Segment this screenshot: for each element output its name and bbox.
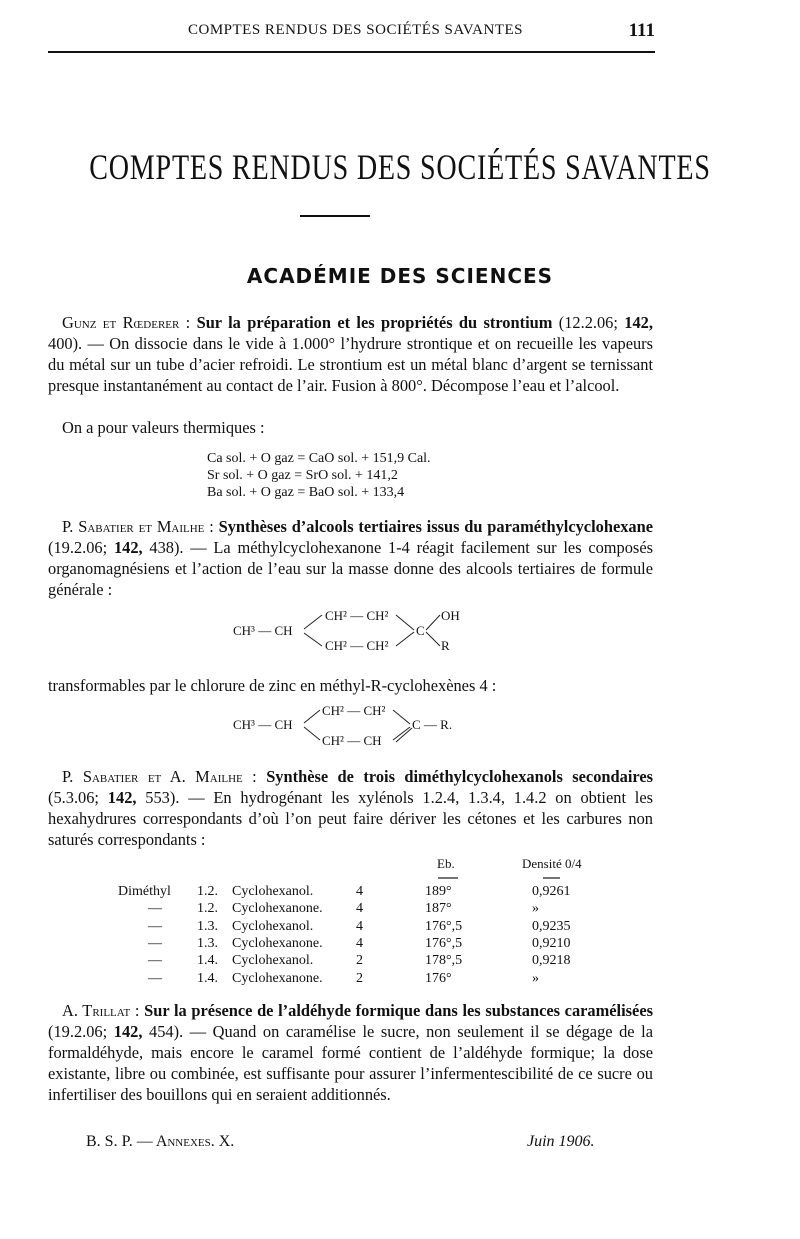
formula-left-group: CH³ — CH (233, 623, 293, 638)
table-cell-index: 4 (356, 884, 363, 899)
table-cell-density: 0,9210 (532, 935, 571, 951)
formula-top-chain: CH² — CH² (325, 608, 389, 623)
running-head (48, 22, 655, 44)
footer-annex (86, 1133, 234, 1151)
table-row (0, 953, 800, 970)
article-sabatier-2 (48, 766, 653, 850)
table-cell-position: 1.2. (197, 901, 218, 917)
table-cell-density: 0,9235 (532, 918, 571, 934)
article-ref: (5.3.06; (48, 788, 99, 807)
article-trillat (48, 1000, 653, 1105)
table-cell-boiling: 176° (425, 970, 452, 986)
formula-bottom-chain: CH² — CH (322, 733, 382, 748)
article-ref-volume: 142, (113, 538, 143, 557)
formula-left-group: CH³ — CH (233, 717, 293, 732)
article-ref-page: 438). (149, 538, 184, 557)
article-body: — Quand on caramélise le sucre, non seulement il se dégage de la formaldéhyde, mais encore le caramel formé contient de l’aldéhyde formique; la dose existante, libre ou combinée, est suffisante pour assurer l’infermentescibilité de ce sucre ou infertiliser des bouillons qui en seraient additionnés. (48, 1022, 653, 1104)
table-cell-index: 4 (356, 918, 363, 934)
table-cell-compound: Cyclohexanol. (232, 884, 314, 899)
table-cell-prefix: Diméthyl (118, 884, 171, 899)
table-cell-density: 0,9261 (532, 884, 571, 899)
article-ref-volume: 142, (107, 788, 137, 807)
table-cell-position: 1.4. (197, 953, 218, 969)
formula-carbon: C — R. (412, 717, 453, 732)
article-title: Sur la préparation et les propriétés du strontium (196, 313, 553, 332)
table-cell-prefix: — (148, 901, 162, 917)
article-ref-volume: 142, (113, 1022, 143, 1041)
table-cell-index: 4 (356, 935, 363, 951)
header-rule (48, 51, 655, 53)
footer-date: Juin 1906. (527, 1133, 595, 1150)
table-cell-index: 4 (356, 901, 363, 917)
formula-carbon: C (416, 623, 425, 638)
table-cell-boiling: 176°,5 (425, 935, 463, 951)
article-ref-volume: 142, (624, 313, 653, 332)
article-ref: (19.2.06; (48, 538, 108, 557)
footer-annex-label: B. S. P. — Annexes. X. (86, 1133, 235, 1150)
table-row (0, 971, 800, 988)
formula-hydroxyl: OH (441, 608, 460, 623)
section-title: ACADÉMIE DES SCIENCES (246, 264, 554, 288)
article-authors: P. Sabatier et Mailhe : (62, 517, 214, 536)
article-ref: (12.2.06; (558, 313, 618, 332)
table-cell-position: 1.2. (197, 884, 218, 899)
article-title: Sur la présence de l’aldéhyde formique dans les substances caramélisées (144, 1001, 653, 1020)
table-cell-boiling: 176°,5 (425, 918, 463, 934)
article-ref-page: 454). (149, 1022, 184, 1041)
table-cell-boiling: 187° (425, 901, 452, 917)
table-cell-prefix: — (148, 953, 162, 969)
table-cell-position: 1.3. (197, 918, 218, 934)
column-header-density: Densité 0/4 (522, 856, 582, 871)
article-ref-page: 400). (48, 334, 83, 353)
running-title: COMPTES RENDUS DES SOCIÉTÉS SAVANTES (188, 22, 524, 38)
table-cell-position: 1.4. (197, 970, 218, 986)
article-gunz (48, 312, 653, 396)
table-cell-position: 1.3. (197, 935, 218, 951)
table-cell-index: 2 (356, 953, 363, 969)
table-row (0, 919, 800, 936)
article-title: Synthèse de trois diméthylcyclohexanols secondaires (266, 767, 654, 786)
table-cell-prefix: — (148, 935, 162, 951)
thermal-values-intro: On a pour valeurs thermiques : (62, 418, 265, 437)
article-body: — La méthylcyclohexanone 1-4 réagit facilement sur les composés organomagnésiens et l’action de l’eau sur la masse donne des alcools tertiaires de formule générale : (48, 538, 653, 599)
table-row (0, 901, 800, 918)
formula-r-group: R (441, 638, 450, 653)
page-title: COMPTES RENDUS DES SOCIÉTÉS SAVANTES (89, 147, 711, 187)
thermal-equation: Ca sol. + O gaz = CaO sol. + 151,9 Cal. (207, 451, 431, 466)
article-authors: Gunz et Rœderer : (62, 313, 191, 332)
table-row (0, 936, 800, 953)
transition-text: transformables par le chlorure de zinc en méthyl-R-cyclohexènes 4 : (48, 676, 497, 695)
table-cell-compound: Cyclohexanol. (232, 918, 314, 934)
table-cell-density: 0,9218 (532, 953, 571, 969)
article-body: — En hydrogénant les xylénols 1.2.4, 1.3.4, 1.4.2 on obtient les hexahydrures correspondants d’où l’on peut faire dériver les cétones et les carbures non saturés correspondants : (48, 788, 653, 849)
table-cell-density: » (532, 970, 539, 986)
table-cell-prefix: — (148, 970, 162, 986)
article-body: — On dissocie dans le vide à 1.000° l’hydrure strontique et on recueille les vapeurs du métal sur un tube d’acier refroidi. Le strontium est un métal blanc d’argent se ternissant presque instantanément au contact de l’air. Fusion à 800°. Décompose l’eau et l’alcool. (48, 334, 653, 395)
page-number: 111 (628, 20, 655, 41)
table-cell-prefix: — (148, 918, 162, 934)
table-cell-compound: Cyclohexanone. (232, 901, 323, 917)
article-sabatier-1 (48, 516, 653, 600)
article-authors: P. Sabatier et A. Mailhe : (62, 767, 257, 786)
formula-top-chain: CH² — CH² (322, 703, 386, 718)
formula-bottom-chain: CH² — CH² (325, 638, 389, 653)
article-authors: A. Trillat : (62, 1001, 140, 1020)
table-cell-boiling: 178°,5 (425, 953, 463, 969)
table-cell-boiling: 189° (425, 884, 452, 899)
title-divider (300, 215, 370, 217)
article-title: Synthèses d’alcools tertiaires issus du paraméthylcyclohexane (218, 517, 653, 536)
table-cell-compound: Cyclohexanol. (232, 953, 314, 969)
thermal-equation: Sr sol. + O gaz = SrO sol. + 141,2 (207, 468, 398, 483)
table-cell-compound: Cyclohexanone. (232, 935, 323, 951)
article-ref: (19.2.06; (48, 1022, 108, 1041)
table-row (0, 884, 800, 901)
thermal-equation: Ba sol. + O gaz = BaO sol. + 133,4 (207, 485, 405, 500)
column-header-boiling: Eb. (437, 856, 455, 871)
table-cell-compound: Cyclohexanone. (232, 970, 323, 986)
table-cell-density: » (532, 901, 539, 917)
table-cell-index: 2 (356, 970, 363, 986)
article-ref-page: 553). (145, 788, 180, 807)
